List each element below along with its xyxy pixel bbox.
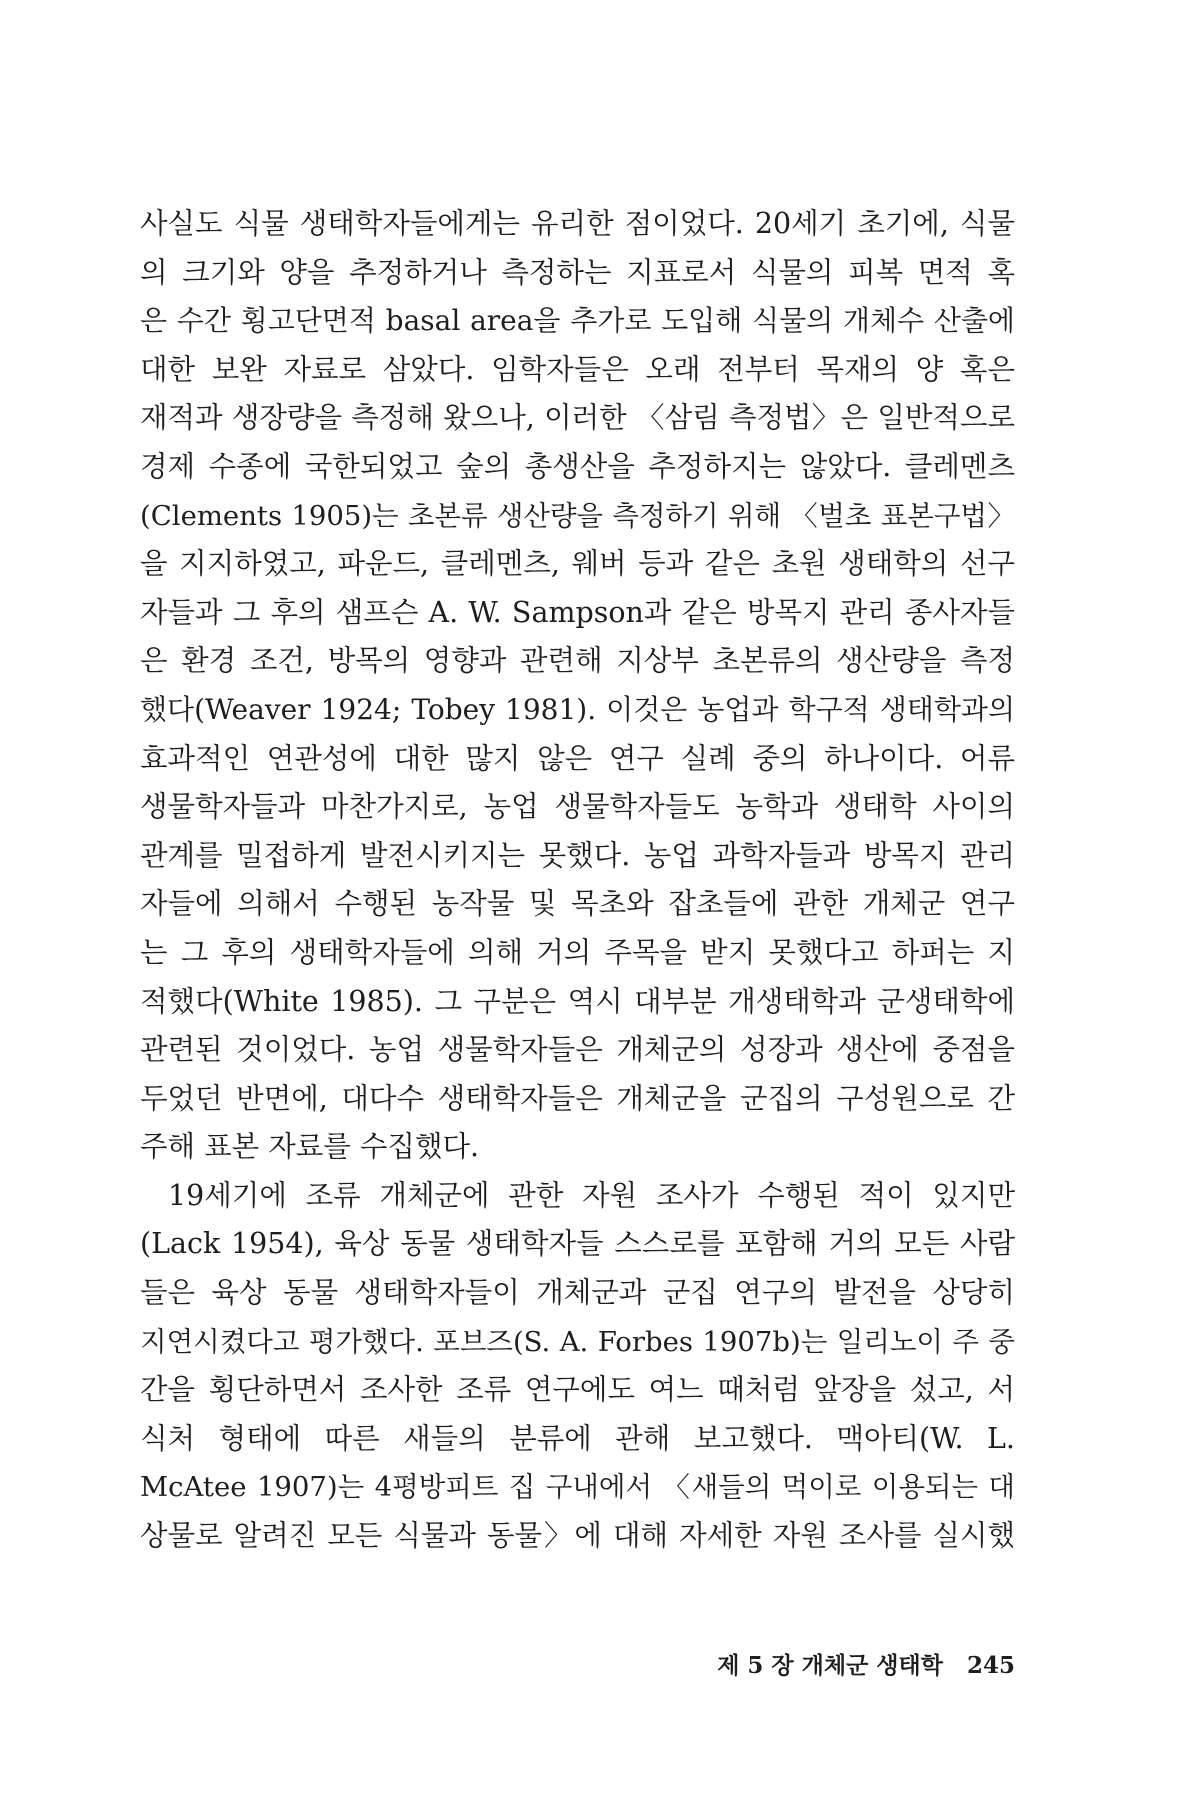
text-line: McAtee 1907)는 4평방피트 집 구내에서 〈새들의 먹이로 이용되는 대: [140, 1471, 1015, 1504]
text-line: 지연시켰다고 평가했다. 포브즈(S. A. Forbes 1907b)는 일리노이 주 중: [140, 1325, 1015, 1358]
text-line: 19세기에 조류 개체군에 관한 자원 조사가 수행된 적이 있지만: [168, 1178, 1015, 1212]
text-line: 효과적인 연관성에 대한 많지 않은 연구 실례 중의 하나이다. 어류: [140, 741, 1015, 775]
page-number: 245: [966, 1652, 1015, 1679]
text-line: (Lack 1954), 육상 동물 생태학자들 스스로를 포함해 거의 모든 사람: [140, 1227, 1015, 1261]
text-line: 는 그 후의 생태학자들에 의해 거의 주목을 받지 못했다고 하퍼는 지: [140, 935, 1015, 969]
text-line: 은 수간 횡고단면적 basal area을 추가로 도입해 식물의 개체수 산출에: [140, 304, 1015, 338]
text-line: 의 크기와 양을 추정하거나 측정하는 지표로서 식물의 피복 면적 혹: [140, 255, 1015, 289]
text-line: 했다(Weaver 1924; Tobey 1981). 이것은 농업과 학구적 생태학과의: [140, 692, 1015, 726]
paragraph: [140, 1172, 1015, 1561]
text-line: 재적과 생장량을 측정해 왔으나, 이러한 〈삼림 측정법〉은 일반적으로: [140, 401, 1015, 435]
text-line: 식처 형태에 따른 새들의 분류에 관해 보고했다. 맥아티(W. L.: [140, 1421, 1015, 1455]
text-line: 간을 횡단하면서 조사한 조류 연구에도 여느 때처럼 앞장을 섰고, 서: [140, 1373, 1015, 1407]
text-line: 두었던 반면에, 대다수 생태학자들은 개체군을 군집의 구성원으로 간: [140, 1081, 1015, 1115]
text-line: 은 환경 조건, 방목의 영향과 관련해 지상부 초본류의 생산량을 측정: [140, 644, 1015, 678]
text-line: 자들에 의해서 수행된 농작물 및 목초와 잡초들에 관한 개체군 연구: [140, 887, 1015, 921]
text-line: 들은 육상 동물 생태학자들이 개체군과 군집 연구의 발전을 상당히: [140, 1276, 1015, 1310]
text-line: 적했다(White 1985). 그 구분은 역시 대부분 개생태학과 군생태학에: [140, 984, 1015, 1018]
text-line: 생물학자들과 마찬가지로, 농업 생물학자들도 농학과 생태학 사이의: [140, 790, 1015, 824]
text-line: 상물로 알려진 모든 식물과 동물〉에 대해 자세한 자원 조사를 실시했: [140, 1519, 1015, 1553]
text-line: 사실도 식물 생태학자들에게는 유리한 점이었다. 20세기 초기에, 식물: [140, 207, 1015, 240]
page-footer: [717, 1647, 1015, 1680]
text-line: 을 지지하였고, 파운드, 클레멘츠, 웨버 등과 같은 초원 생태학의 선구: [140, 547, 1015, 581]
text-line: 관련된 것이었다. 농업 생물학자들은 개체군의 성장과 생산에 중점을: [140, 1033, 1015, 1067]
text-line: 관계를 밀접하게 발전시키지는 못했다. 농업 과학자들과 방목지 관리: [140, 838, 1015, 872]
chapter-title: 제 5 장 개체군 생태학: [717, 1652, 943, 1679]
text-line: (Clements 1905)는 초본류 생산량을 측정하기 위해 〈벌초 표본구법〉: [140, 499, 1015, 532]
text-line: 주해 표본 자료를 수집했다.: [140, 1130, 480, 1164]
text-line: 대한 보완 자료로 삼았다. 임학자들은 오래 전부터 목재의 양 혹은: [140, 352, 1015, 386]
paragraph: [140, 200, 1015, 1172]
body-text: [140, 200, 1015, 1561]
text-line: 자들과 그 후의 샘프슨 A. W. Sampson과 같은 방목지 관리 종사자들: [140, 595, 1015, 629]
text-line: 경제 수종에 국한되었고 숲의 총생산을 추정하지는 않았다. 클레멘츠: [140, 449, 1015, 483]
